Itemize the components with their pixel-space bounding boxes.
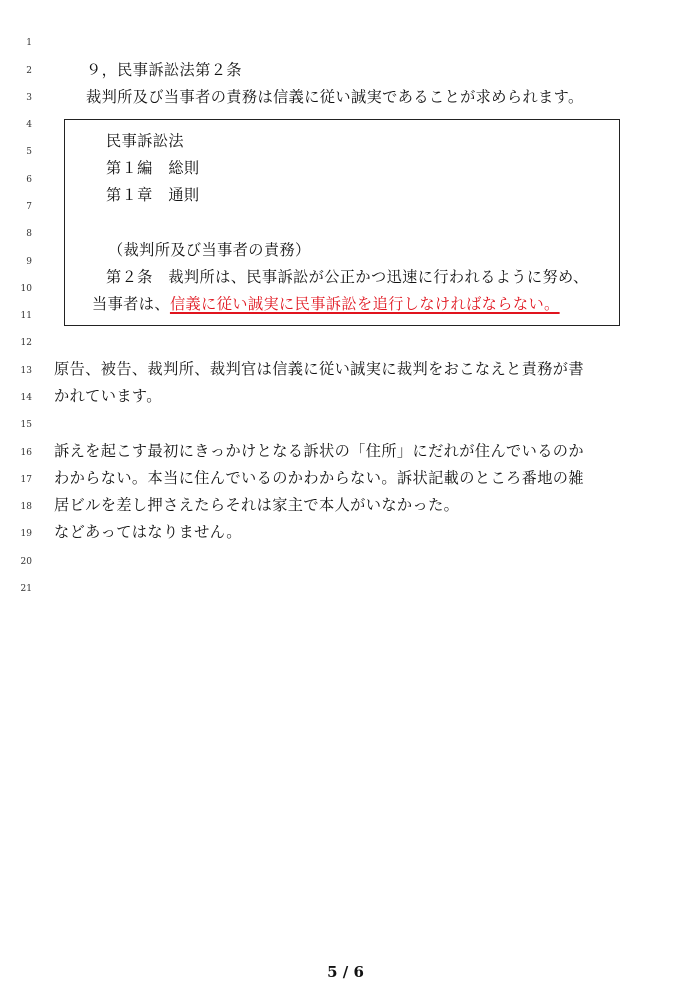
line-number: 13: [20, 366, 32, 376]
article-text-line2: [92, 293, 560, 314]
line-number: 4: [26, 120, 32, 130]
paragraph2-line1: 訴えを起こす最初にきっかけとなる訴状の「住所」にだれが住んでいるのか: [54, 442, 584, 460]
line-number: 7: [26, 202, 32, 212]
section-heading: ９，民事訴訟法第２条: [86, 61, 242, 79]
line-number: 18: [20, 502, 32, 512]
law-name: 民事訴訟法: [106, 132, 184, 150]
paragraph2-line2: わからない。本当に住んでいるのかわからない。訴状記載のところ番地の雑: [54, 469, 584, 487]
line-number: 16: [20, 448, 32, 458]
paragraph1-line2: かれています。: [54, 387, 162, 405]
line-number: 6: [26, 175, 32, 185]
article-caption: （裁判所及び当事者の責務）: [108, 241, 311, 259]
article-text-prefix: 当事者は、: [92, 295, 170, 313]
paragraph1-line1: 原告、被告、裁判所、裁判官は信義に従い誠実に裁判をおこなえと責務が書: [54, 360, 584, 378]
line-number: 11: [20, 311, 32, 321]
line-number: 8: [26, 229, 32, 239]
law-part: 第１編 総則: [106, 159, 200, 177]
line-number: 2: [26, 66, 32, 76]
line-number: 19: [20, 529, 32, 539]
intro-text: 裁判所及び当事者の責務は信義に従い誠実であることが求められます。: [86, 88, 584, 106]
line-number: 10: [20, 284, 32, 294]
line-number: 1: [26, 38, 32, 48]
line-number: 9: [26, 257, 32, 267]
line-number: 15: [20, 420, 32, 430]
page-indicator: 5 / 6: [327, 963, 364, 981]
paragraph2-line3: 居ビルを差し押さえたらそれは家主で本人がいなかった。: [54, 496, 460, 514]
article-highlighted-text: 信義に従い誠実に民事訴訟を追行しなければならない。: [169, 295, 560, 313]
line-number: 21: [20, 584, 32, 594]
line-number: 20: [20, 557, 32, 567]
line-number: 5: [26, 147, 32, 157]
line-number: 14: [20, 393, 32, 403]
line-number: 12: [20, 338, 32, 348]
line-number: 3: [26, 93, 32, 103]
line-number: 17: [20, 475, 32, 485]
paragraph2-line4: などあってはなりません。: [54, 523, 242, 541]
article-text-line1: 第２条 裁判所は、民事訴訟が公正かつ迅速に行われるように努め、: [106, 268, 589, 286]
law-chapter: 第１章 通則: [106, 186, 200, 204]
